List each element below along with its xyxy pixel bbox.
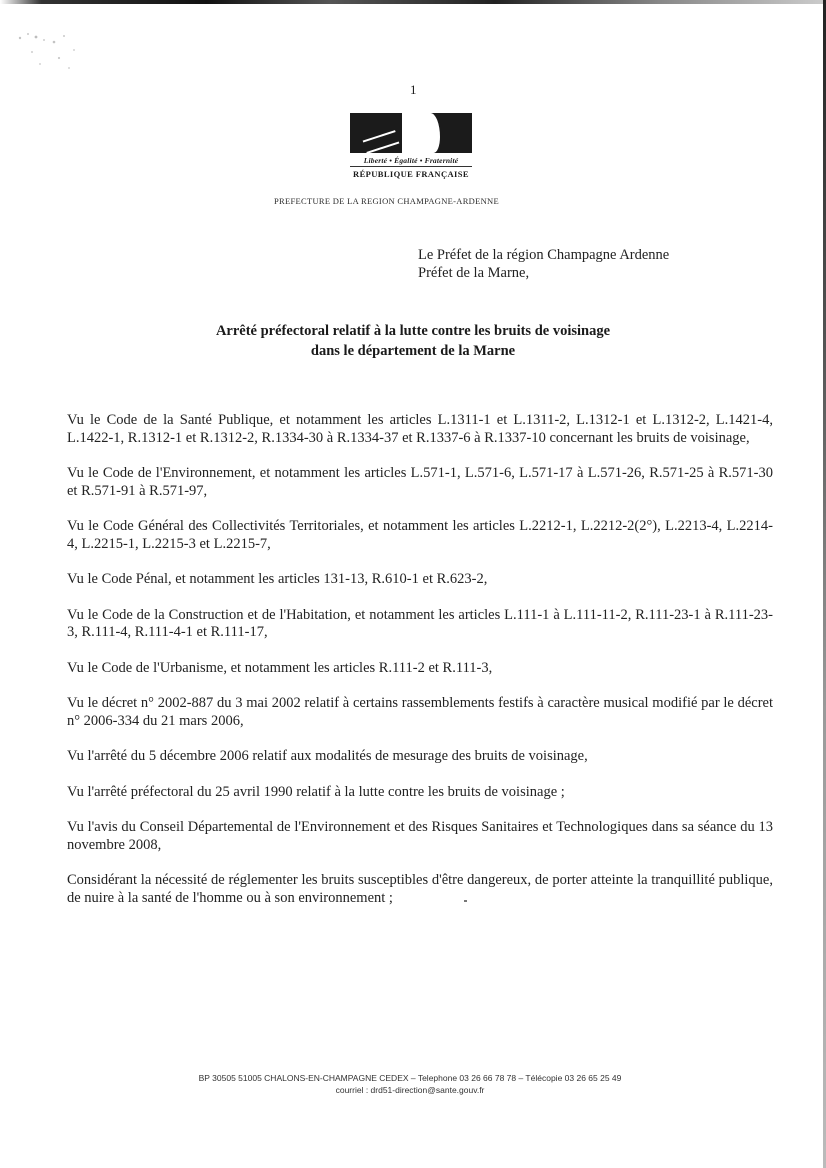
paragraph-code-environnement: Vu le Code de l'Environnement, et notamment les articles L.571-1, L.571-6, L.571-17 à L.571-26, R.571-25 à R.571-30 et R.571-91 à R.571-97,	[67, 465, 773, 499]
paragraph-avis-conseil: Vu l'avis du Conseil Départemental de l'Environnement et des Risques Sanitaires et Technologiques dans sa séance du 13 novembre 2008,	[67, 819, 773, 853]
paragraph-code-urbanisme: Vu le Code de l'Urbanisme, et notamment les articles R.111-2 et R.111-3,	[67, 659, 493, 676]
issuer-block	[418, 246, 669, 282]
republique-francaise-logo	[350, 113, 472, 179]
document-body	[67, 412, 773, 925]
issuer-line-1: Le Préfet de la région Champagne Ardenne	[418, 247, 670, 263]
title-line-1: Arrêté préfectoral relatif à la lutte contre les bruits de voisinage	[215, 323, 611, 339]
motto: Liberté • Égalité • Fraternité	[350, 156, 472, 167]
prefecture-name: PREFECTURE DE LA REGION CHAMPAGNE-ARDENNE	[274, 196, 499, 206]
issuer-line-2: Préfet de la Marne,	[418, 265, 530, 281]
paragraph-considerant: Considérant la nécessité de réglementer les bruits susceptibles d'être dangereux, de porter atteinte la tranquillité publique, de nuire à la santé de l'homme ou à son environnement ;	[67, 872, 773, 906]
footer-email: courriel : drd51-direction@sante.gouv.fr	[335, 1085, 485, 1095]
paragraph-code-sante-publique: Vu le Code de la Santé Publique, et notamment les articles L.1311-1 et L.1311-2, L.1312-1 et L.1312-2, L.1421-4, L.1422-1, R.1312-1 et R.1312-2, R.1334-30 à R.1334-37 et R.1337-6 à R.1337-10 concernant les bruits de voisinage,	[67, 412, 773, 446]
paragraph-code-collectivites: Vu le Code Général des Collectivités Territoriales, et notamment les articles L.2212-1, L.2212-2(2°), L.2213-4, L.2214-4, L.2215-1, L.2215-3 et L.2215-7,	[67, 518, 773, 552]
paragraph-code-construction: Vu le Code de la Construction et de l'Habitation, et notamment les articles L.111-1 à L.111-11-2, R.111-23-1 à R.111-23-3, R.111-4, R.111-4-1 et R.111-17,	[67, 606, 773, 640]
footer-line-1: BP 30505 51005 CHALONS-EN-CHAMPAGNE CEDEX – Telephone 03 26 66 78 78 – Télécopie 03 26 65 25 49	[198, 1073, 622, 1083]
paragraph-decret-2002-887: Vu le décret n° 2002-887 du 3 mai 2002 relatif à certains rassemblements festifs à caractère musical modifié par le décret n° 2006-334 du 21 mars 2006,	[67, 695, 773, 729]
paragraph-code-penal: Vu le Code Pénal, et notamment les articles 131-13, R.610-1 et R.623-2,	[67, 571, 488, 587]
paragraph-arrete-1990: Vu l'arrêté préfectoral du 25 avril 1990 relatif à la lutte contre les bruits de voisinage ;	[67, 783, 565, 800]
document-title	[100, 321, 726, 361]
paragraph-arrete-2006: Vu l'arrêté du 5 décembre 2006 relatif aux modalités de mesurage des bruits de voisinage,	[67, 748, 588, 764]
title-line-2: dans le département de la Marne	[310, 343, 516, 359]
page-number: 1	[410, 82, 417, 97]
marianne-emblem-icon	[350, 113, 472, 153]
scan-noise-mark	[14, 28, 84, 78]
footer-address	[130, 1072, 690, 1096]
scan-dot	[464, 900, 467, 902]
scan-edge-top	[0, 0, 826, 4]
republic-name: RÉPUBLIQUE FRANÇAISE	[353, 169, 469, 179]
